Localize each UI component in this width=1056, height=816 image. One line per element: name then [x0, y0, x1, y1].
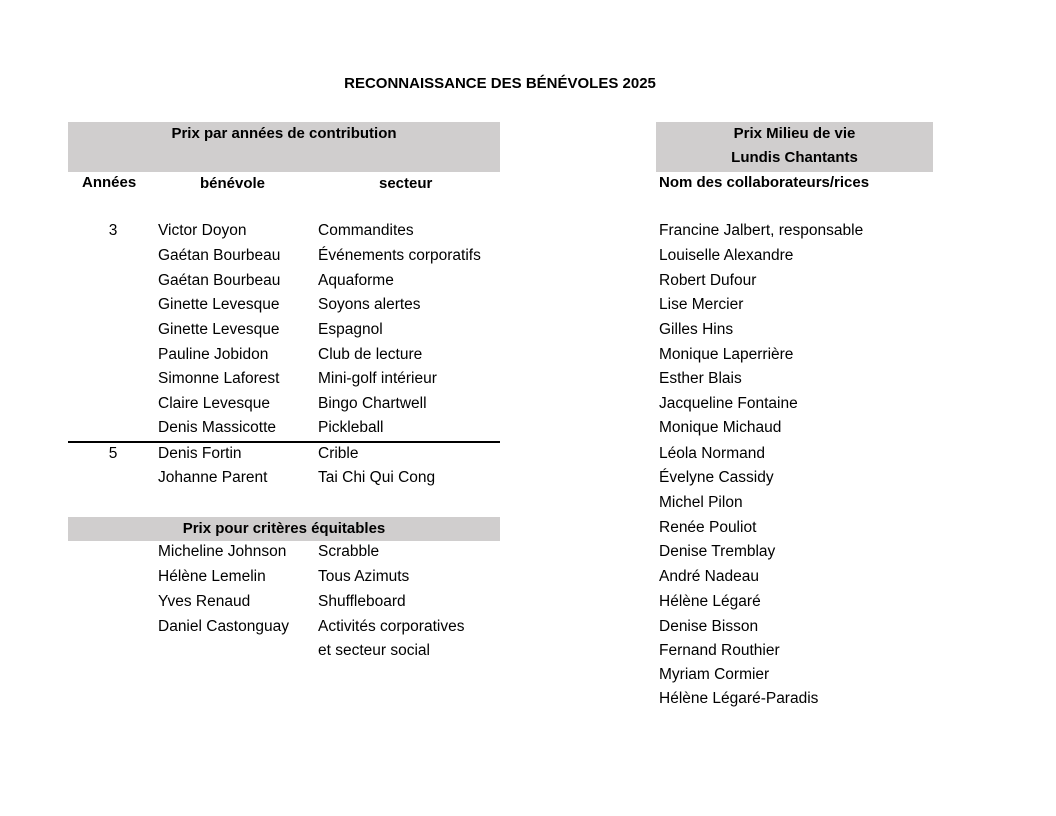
- benevole-cell: Ginette Levesque: [158, 296, 280, 313]
- document-title: RECONNAISSANCE DES BÉNÉVOLES 2025: [344, 75, 656, 92]
- equitable-secteur-cell: Scrabble: [318, 543, 380, 560]
- secteur-cell: Tai Chi Qui Cong: [318, 469, 436, 486]
- annees-cell: 3: [108, 222, 118, 239]
- secteur-cell: Espagnol: [318, 321, 383, 338]
- benevole-cell: Gaétan Bourbeau: [158, 247, 281, 264]
- benevole-cell: Ginette Levesque: [158, 321, 280, 338]
- left-table-header: Prix par années de contribution: [171, 125, 397, 142]
- year-group-divider: [68, 441, 500, 443]
- equitable-benevole-cell: Daniel Castonguay: [158, 618, 289, 635]
- collaborateur-name: Esther Blais: [659, 370, 742, 387]
- benevole-cell: Victor Doyon: [158, 222, 247, 239]
- collaborateur-name: Myriam Cormier: [659, 666, 770, 683]
- equitable-benevole-cell: Hélène Lemelin: [158, 568, 266, 585]
- collaborateur-name: Hélène Légaré: [659, 593, 761, 610]
- secteur-cell: Soyons alertes: [318, 296, 421, 313]
- collaborateur-name: Monique Michaud: [659, 419, 782, 436]
- secteur-cell: Aquaforme: [318, 272, 394, 289]
- equitable-secteur-cell: Activités corporatives: [318, 618, 465, 635]
- benevole-cell: Denis Fortin: [158, 445, 242, 462]
- collaborateur-name: Hélène Légaré-Paradis: [659, 690, 819, 707]
- benevole-cell: Claire Levesque: [158, 395, 271, 412]
- collaborateur-name: Denise Tremblay: [659, 543, 776, 560]
- benevole-cell: Johanne Parent: [158, 469, 268, 486]
- secteur-cell: Commandites: [318, 222, 414, 239]
- collaborateur-name: Monique Laperrière: [659, 346, 794, 363]
- equitable-header: Prix pour critères équitables: [182, 520, 386, 537]
- collaborateur-name: Fernand Routhier: [659, 642, 780, 659]
- collaborateur-name: Léola Normand: [659, 445, 765, 462]
- equitable-secteur-cell: Shuffleboard: [318, 593, 406, 610]
- secteur-cell: Pickleball: [318, 419, 384, 436]
- right-table-header-line1: Prix Milieu de vie: [733, 125, 856, 142]
- collaborateur-name: Évelyne Cassidy: [659, 469, 774, 486]
- equitable-benevole-cell: Micheline Johnson: [158, 543, 287, 560]
- column-header-secteur: secteur: [379, 175, 433, 192]
- equitable-benevole-cell: Yves Renaud: [158, 593, 251, 610]
- collaborateur-name: Michel Pilon: [659, 494, 743, 511]
- collaborateur-name: Denise Bisson: [659, 618, 759, 635]
- secteur-cell: Bingo Chartwell: [318, 395, 427, 412]
- right-table-header-line2: Lundis Chantants: [731, 149, 858, 166]
- collaborateur-name: Gilles Hins: [659, 321, 734, 338]
- collaborateur-name: Louiselle Alexandre: [659, 247, 794, 264]
- collaborateur-name: Lise Mercier: [659, 296, 744, 313]
- equitable-secteur-cell: et secteur social: [318, 642, 430, 659]
- secteur-cell: Club de lecture: [318, 346, 423, 363]
- equitable-secteur-cell: Tous Azimuts: [318, 568, 410, 585]
- collaborateur-name: Jacqueline Fontaine: [659, 395, 798, 412]
- benevole-cell: Denis Massicotte: [158, 419, 277, 436]
- column-header-benevole: bénévole: [200, 175, 266, 192]
- collaborateur-name: Francine Jalbert, responsable: [659, 222, 864, 239]
- column-header-collaborateurs: Nom des collaborateurs/rices: [659, 174, 870, 191]
- secteur-cell: Mini-golf intérieur: [318, 370, 437, 387]
- annees-cell: 5: [108, 445, 118, 462]
- benevole-cell: Simonne Laforest: [158, 370, 280, 387]
- collaborateur-name: Renée Pouliot: [659, 519, 757, 536]
- benevole-cell: Gaétan Bourbeau: [158, 272, 281, 289]
- secteur-cell: Événements corporatifs: [318, 247, 481, 264]
- collaborateur-name: André Nadeau: [659, 568, 759, 585]
- collaborateur-name: Robert Dufour: [659, 272, 757, 289]
- secteur-cell: Crible: [318, 445, 359, 462]
- benevole-cell: Pauline Jobidon: [158, 346, 269, 363]
- column-header-annees: Années: [82, 174, 137, 191]
